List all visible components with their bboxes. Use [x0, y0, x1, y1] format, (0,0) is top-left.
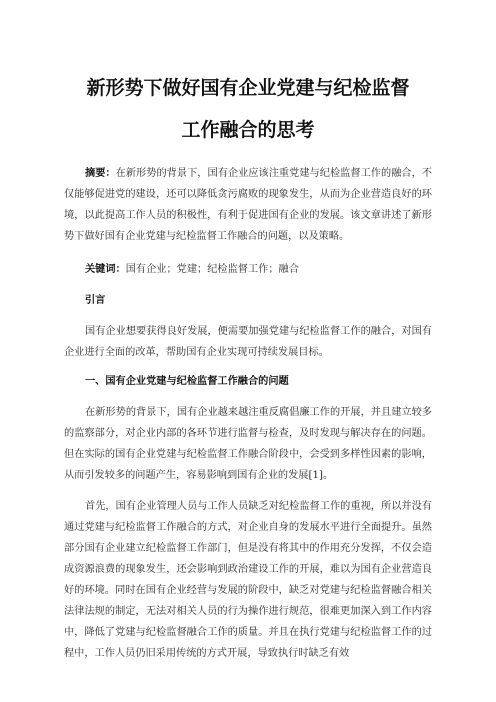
title-line-2: 工作融合的思考	[181, 119, 315, 141]
keywords-paragraph	[64, 259, 432, 280]
intro-heading: 引言	[85, 295, 106, 306]
keywords-label: 关键词：	[85, 264, 126, 275]
section-1-heading: 一、国有企业党建与纪检监督工作融合的问题	[85, 376, 289, 388]
abstract-paragraph	[64, 163, 432, 247]
title-line-1: 新形势下做好国有企业党建与纪检监督	[86, 77, 410, 99]
section-1-paragraph-2: 首先，国有企业管理人员与工作人员缺乏对纪检监督工作的重视，所以并没有通过党建与纪检监督工作融合的方式，对企业自身的发展水平进行全面提升。虽然部分国有企业建立纪检监督工作部门，但是没有将其中的作用充分发挥，不仅会造成资源浪费的现象发生，还会影响到政治建设工作的开展，难以为国有企业营造良好的环境。同时在国有企业经营与发展的阶段中，缺乏对党建与纪检监督融合相关法律法规的制定，无法对相关人员的行为操作进行规范，很难更加深入到工作内容中，降低了党建与纪检监督融合工作的质量。并且在执行党建与纪检监督工作的过程中，工作人员仍旧采用传统的方式开展，导致执行时缺乏有效	[64, 501, 432, 660]
keywords-text: 国有企业；党建；纪检监督工作；融合	[125, 264, 299, 275]
abstract-text: 在新形势的背景下，国有企业应该注重党建与纪检监督工作的融合，不仅能够促进党的建设，还可以降低贪污腐败的现象发生，从而为企业营造良好的环境，以此提高工作人员的积极性，有利于促进国有企业的发展。该文章讲述了新形势下做好国有企业党建与纪检监督工作融合的问题，以及策略。	[64, 168, 433, 242]
intro-paragraph: 国有企业想要获得良好发展，便需要加强党建与纪检监督工作的融合，对国有企业进行全面的改革，帮助国有企业实现可持续发展目标。	[64, 326, 432, 359]
abstract-label: 摘要：	[85, 168, 116, 179]
section-1-paragraph-1: 在新形势的背景下，国有企业越来越注重反腐倡廉工作的开展，并且建立较多的监察部分，对企业内部的各环节进行监督与检查，及时发现与解决存在的问题。但在实际的国有企业党建与纪检监督工作融合阶段中，会受到多样性因素的影响，从而引发较多的问题产生，容易影响到国有企业的发展[1]。	[64, 407, 432, 482]
